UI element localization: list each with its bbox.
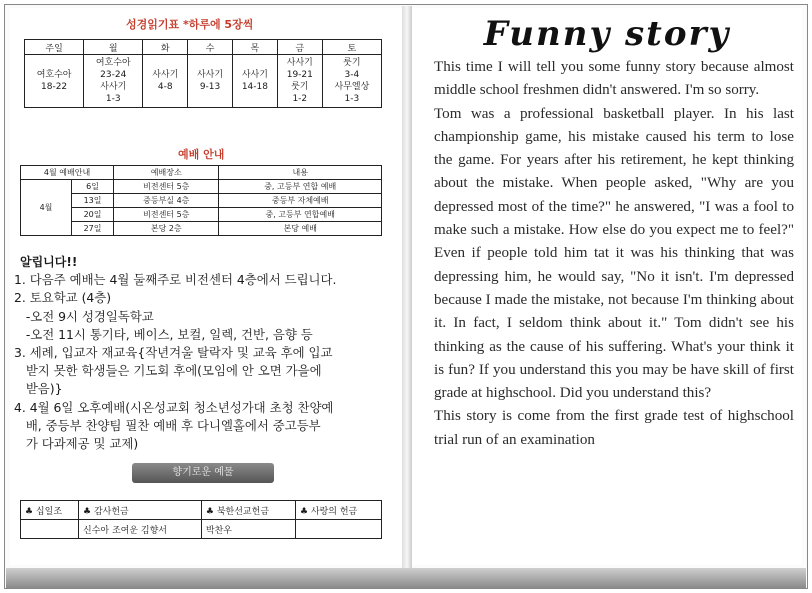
schedule-title: 성경읽기표 *하루에 5장씩 [126, 18, 254, 31]
worship-place: 비전센터 5층 [114, 208, 219, 222]
worship-row [21, 222, 382, 236]
offering-names: 신수아 조여운 김향서 [79, 520, 202, 539]
story-paragraph: This story is come from the first grade test of highschool trial run of an examination [434, 408, 794, 448]
schedule-cell: 룻기 3-4 사무엘상 1-3 [322, 55, 381, 108]
schedule-day-header: 수 [188, 40, 233, 55]
story-text [434, 56, 794, 452]
worship-header: 4월 예배안내 [21, 166, 114, 180]
offering-header: ♣ 북한선교헌금 [201, 501, 295, 520]
schedule-day-header: 주일 [25, 40, 84, 55]
schedule-day-header: 목 [232, 40, 277, 55]
offering-table [20, 500, 382, 539]
notice-line: 2. 토요학교 (4층) [14, 290, 112, 306]
worship-row [21, 208, 382, 222]
notice-line: 4. 4월 6일 오후예배(시온성교회 청소년성가대 초청 찬양예 [14, 399, 334, 415]
left-page [10, 8, 402, 565]
schedule-day-header: 월 [84, 40, 143, 55]
worship-header: 예배장소 [114, 166, 219, 180]
worship-content: 본당 예배 [219, 222, 382, 236]
schedule-cell: 여호수아 23-24 사사기 1-3 [84, 55, 143, 108]
schedule-cell: 사사기 14-18 [232, 55, 277, 108]
notices [14, 253, 394, 453]
notice-line: 받음)} [14, 381, 63, 397]
schedule-cell: 여호수아 18-22 [25, 55, 84, 108]
worship-title: 예배 안내 [178, 148, 225, 161]
offering-header: ♣ 사랑의 헌금 [295, 501, 381, 520]
worship-row [21, 194, 382, 208]
worship-content: 중, 고등부 연합예배 [219, 208, 382, 222]
notice-line: -오전 11시 통기타, 베이스, 보컬, 일렉, 건반, 음향 등 [14, 326, 313, 342]
worship-date: 13일 [72, 194, 114, 208]
schedule-day-header: 화 [143, 40, 188, 55]
worship-place: 비전센터 5층 [114, 180, 219, 194]
worship-header: 내용 [219, 166, 382, 180]
notice-title: 알립니다!! [20, 255, 78, 269]
offering-header: ♣ 감사헌금 [79, 501, 202, 520]
right-page [412, 8, 802, 565]
notice-line: 받지 못한 학생들은 기도회 후에(모임에 안 오면 가을에 [14, 363, 322, 379]
offering-button[interactable]: 향기로운 예물 [132, 463, 274, 483]
schedule-cell: 사사기 9-13 [188, 55, 233, 108]
offering-names [295, 520, 381, 539]
worship-month: 4월 [21, 180, 72, 236]
offering-names [21, 520, 79, 539]
worship-place: 중등부실 4층 [114, 194, 219, 208]
notice-line: -오전 9시 성경일독학교 [14, 308, 154, 324]
worship-table [20, 165, 382, 236]
worship-place: 본당 2층 [114, 222, 219, 236]
notice-line: 3. 세례, 입교자 재교육{작년겨울 탈락자 및 교육 후에 입교 [14, 345, 333, 361]
schedule-day-header: 토 [322, 40, 381, 55]
worship-date: 27일 [72, 222, 114, 236]
schedule-cell: 사사기 4-8 [143, 55, 188, 108]
story-title: Funny story [483, 14, 731, 54]
bottom-shadow [6, 568, 806, 588]
worship-content: 중, 고등부 연합 예배 [219, 180, 382, 194]
center-fold [402, 6, 412, 568]
story-paragraph: This time I will tell you some funny story because almost middle school freshmen didn't answered. I'm so sorry. [434, 59, 794, 99]
worship-date: 6일 [72, 180, 114, 194]
story-paragraph: Tom was a professional basketball player. In his last championship game, his mistake caused his term to lose the game. For years after his retirement, he kept thinking about the mistake. When people asked, "Why are you depressed most of the time?" he answered, "I was a fool to make such a mistake. How else do you expect me to feel?" Even if people told him tat it was his thinking that was depressing him, he would say, "No it isn't. I'm depressed because I made the mistake, not because I'm thinking about it. In fact, I seldom think about it." Tom didn't see his thinking as the cause of his suffering. What's your think it is fun? If you understand this you may be have skill of first grade at highschool. Did you understand this? [434, 105, 794, 402]
worship-content: 중등부 자체예배 [219, 194, 382, 208]
notice-line: 배, 중등부 찬양팀 필찬 예배 후 다니엘홀에서 중고등부 [14, 417, 321, 433]
bible-reading-schedule [24, 39, 382, 108]
schedule-day-header: 금 [277, 40, 322, 55]
notice-line: 가 다과제공 및 교제) [14, 436, 139, 452]
notice-line: 1. 다음주 예배는 4월 둘째주로 비전센터 4층에서 드립니다. [14, 272, 337, 288]
offering-names: 박찬우 [201, 520, 295, 539]
offering-header: ♣ 십일조 [21, 501, 79, 520]
worship-row [21, 180, 382, 194]
schedule-cell: 사사기 19-21 룻기 1-2 [277, 55, 322, 108]
worship-date: 20일 [72, 208, 114, 222]
